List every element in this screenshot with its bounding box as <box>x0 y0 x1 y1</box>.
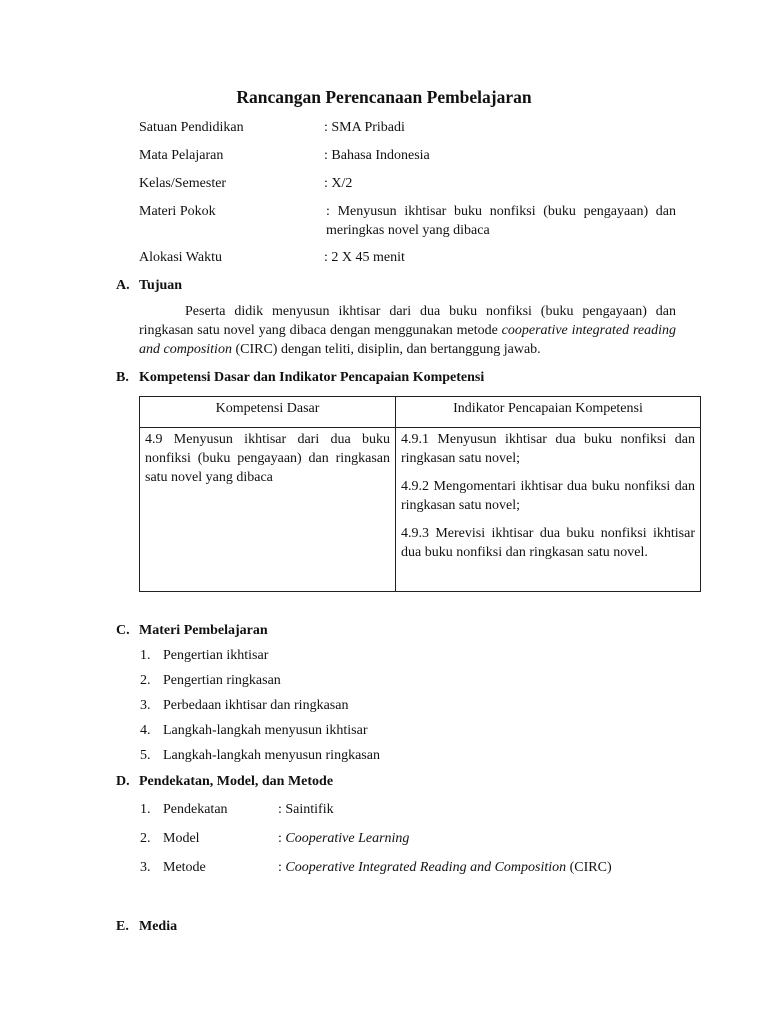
section-b-title: Kompetensi Dasar dan Indikator Pencapaian Kompetensi <box>139 370 485 385</box>
list-item-number: 2. <box>140 673 151 688</box>
section-a-text-2: (CIRC) dengan teliti, disiplin, dan bertanggung jawab. <box>231 342 541 357</box>
section-a-letter: A. <box>116 278 130 293</box>
list-item-number: 4. <box>140 723 151 738</box>
list-item-number: 2. <box>140 831 151 846</box>
section-b-letter: B. <box>116 370 129 385</box>
identity-value-alokasi: : 2 X 45 menit <box>324 250 405 265</box>
indicator-item: 4.9.3 Merevisi ikhtisar dua buku nonfiksi ikhtisar dua buku nonfiksi dan ringkasan satu novel. <box>401 526 695 560</box>
identity-label-materi: Materi Pokok <box>139 204 216 219</box>
section-e-title: Media <box>139 919 178 934</box>
method-value-text: Saintifik <box>285 802 334 817</box>
method-label: Pendekatan <box>163 802 228 817</box>
indicator-item: 4.9.2 Mengomentari ikhtisar dua buku nonfiksi dan ringkasan satu novel; <box>401 479 695 513</box>
section-d-title: Pendekatan, Model, dan Metode <box>139 774 334 789</box>
identity-label-alokasi: Alokasi Waktu <box>139 250 222 265</box>
list-item: Pengertian ringkasan <box>163 673 281 688</box>
identity-label-kelas: Kelas/Semester <box>139 176 227 191</box>
table-header-row <box>140 397 701 428</box>
method-value <box>278 829 409 848</box>
table-cell-kd: 4.9 Menyusun ikhtisar dari dua buku nonfiksi (buku pengayaan) dan ringkasan satu novel yang dibaca <box>140 428 396 592</box>
table-row <box>140 428 701 592</box>
list-item-number: 3. <box>140 698 151 713</box>
method-colon: : <box>278 860 286 875</box>
indicator-item: 4.9.1 Menyusun ikhtisar dua buku nonfiksi dan ringkasan satu novel; <box>401 432 695 466</box>
list-item-number: 3. <box>140 860 151 875</box>
identity-value-kelas: : X/2 <box>324 176 353 191</box>
section-a-title: Tujuan <box>139 278 183 293</box>
list-item: Langkah-langkah menyusun ikhtisar <box>163 723 368 738</box>
section-c-title: Materi Pembelajaran <box>139 623 268 638</box>
section-a-paragraph <box>139 302 676 359</box>
method-value <box>278 858 612 877</box>
section-c-letter: C. <box>116 623 130 638</box>
identity-value-materi: : Menyusun ikhtisar buku nonfiksi (buku pengayaan) dan meringkas novel yang dibaca <box>326 204 676 238</box>
list-item-number: 1. <box>140 648 151 663</box>
method-value-suffix: (CIRC) <box>566 860 612 875</box>
method-colon: : <box>278 831 286 846</box>
method-value <box>278 800 334 819</box>
page-title: Rancangan Perencanaan Pembelajaran <box>236 87 532 107</box>
section-d-letter: D. <box>116 774 130 789</box>
identity-value-mapel: : Bahasa Indonesia <box>324 148 430 163</box>
competency-table <box>139 396 701 592</box>
section-a-text-1: Peserta didik menyusun ikhtisar dari dua buku nonfiksi (buku pengayaan) dan ringkasan satu novel yang dibaca dengan menggunakan metode <box>139 304 676 338</box>
method-label: Metode <box>163 860 206 875</box>
method-value-text: Cooperative Integrated Reading and Composition <box>285 860 567 875</box>
table-cell-indicators <box>396 428 701 592</box>
table-header-indikator: Indikator Pencapaian Kompetensi <box>396 397 701 428</box>
method-colon: : <box>278 802 286 817</box>
identity-label-satuan: Satuan Pendidikan <box>139 120 244 135</box>
identity-value-satuan: : SMA Pribadi <box>324 120 405 135</box>
list-item: Perbedaan ikhtisar dan ringkasan <box>163 698 349 713</box>
list-item: Langkah-langkah menyusun ringkasan <box>163 748 380 763</box>
list-item-number: 1. <box>140 802 151 817</box>
section-e-letter: E. <box>116 919 129 934</box>
method-label: Model <box>163 831 200 846</box>
identity-label-mapel: Mata Pelajaran <box>139 148 224 163</box>
list-item-number: 5. <box>140 748 151 763</box>
list-item: Pengertian ikhtisar <box>163 648 269 663</box>
table-header-kd: Kompetensi Dasar <box>140 397 396 428</box>
section-a-text-italic: cooperative integrated reading and composition <box>139 323 676 357</box>
method-value-text: Cooperative Learning <box>285 831 410 846</box>
